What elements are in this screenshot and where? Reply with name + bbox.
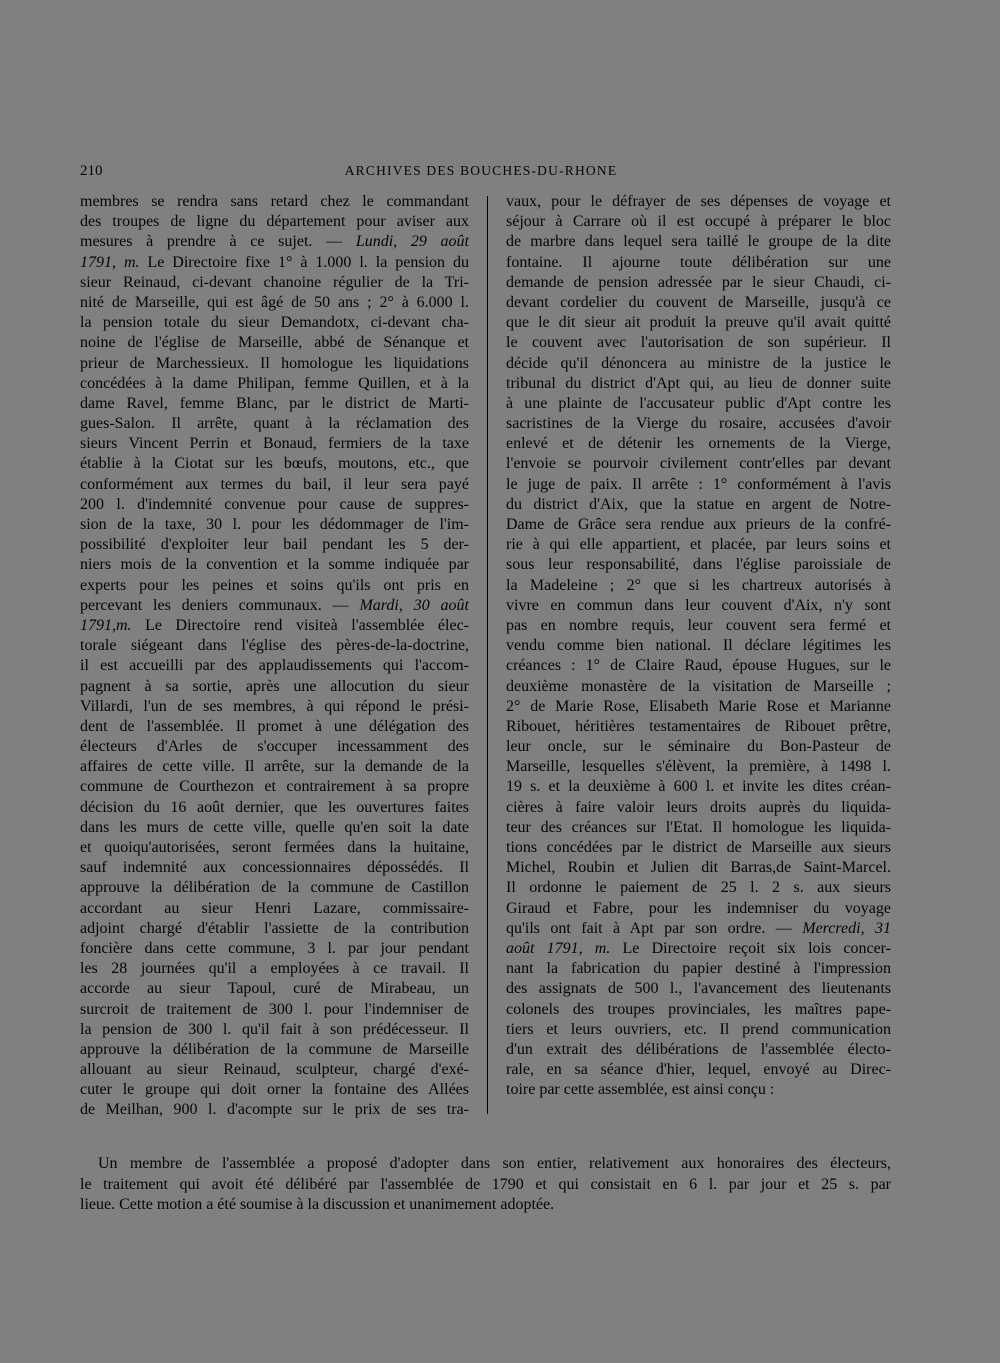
text-line: le juge de paix. Il arrête : 1° conformément à l'avis	[506, 475, 891, 493]
text-line: tions concédées par le district de Marseille aux sieurs	[506, 839, 891, 856]
text-line: 200 l. d'indemnité convenue pour cause de suppres-	[80, 495, 469, 513]
text-line: cuter le groupe qui doit orner la fontaine des Allées	[80, 1081, 469, 1099]
text-segment: mesures à prendre à ce sujet. —	[80, 233, 356, 251]
text-line	[80, 616, 469, 636]
text-line: rie à qui elle appartient, et placée, par leurs soins et	[506, 536, 891, 554]
left-column	[80, 192, 469, 1121]
text-line: 19 s. et la deuxième à 600 l. et invite les dites créan-	[506, 778, 891, 796]
text-line: dans les murs de cette ville, quelle qu'en soit la date	[80, 818, 469, 836]
text-line: électeurs d'Arles de s'occuper incessamment des	[80, 738, 469, 756]
text-line: Dame de Grâce sera rendue aux prieurs de la confré-	[506, 516, 891, 533]
text-line: tiers et leurs ouvriers, etc. Il prend communication	[506, 1020, 891, 1038]
running-title: ARCHIVES DES BOUCHES-DU-RHONE	[344, 163, 618, 178]
italic-date: 1791, m.	[80, 253, 140, 271]
text-line: sieurs Vincent Perrin et Bonaud, fermiers de la taxe	[80, 435, 469, 453]
text-line: Villardi, l'un de ses membres, à qui répond le prési-	[80, 697, 469, 715]
text-line: tribunal du district d'Apt qui, au lieu de donner suite	[506, 374, 891, 392]
text-line: devant cordelier du couvent de Marseille, jusqu'à ce	[506, 293, 891, 311]
text-line: enlevé et de détenir les ornements de la Vierge,	[506, 435, 891, 453]
text-line: d'un extrait des délibérations de l'assemblée électo-	[506, 1040, 891, 1058]
text-line: les 28 journées qu'il a employées à ce travail. Il	[80, 960, 469, 978]
text-line: pagnent à sa sortie, après une allocution du sieur	[80, 677, 469, 695]
text-line: Il ordonne le paiement de 25 l. 2 s. aux sieurs	[506, 879, 891, 897]
right-column	[506, 192, 891, 1100]
text-line: de marbre dans lequel sera taillé le groupe de la dite	[506, 233, 891, 251]
text-line: 2° de Marie Rose, Elisabeth Marie Rose et Marianne	[506, 697, 891, 715]
text-line	[506, 919, 891, 939]
text-line: Marseille, lesquelles s'élèvent, la première, à 1498 l.	[506, 758, 891, 776]
text-line: décide qu'il dénoncera au ministre de la justice le	[506, 354, 891, 372]
text-line: dame Ravel, femme Blanc, par le district de Marti-	[80, 394, 469, 412]
closing-motion	[80, 1154, 891, 1216]
text-line: Ribouet, héritières testamentaires de Ribouet prêtre,	[506, 717, 891, 735]
text-line: foncière dans cette commune, 3 l. par jour pendant	[80, 939, 469, 957]
text-line: décision du 16 août dernier, que les ouvertures faites	[80, 798, 469, 816]
text-line: de Meilhan, 900 l. d'acompte sur le prix de ses tra-	[80, 1101, 469, 1119]
text-line: toire par cette assemblée, est ainsi conçu :	[506, 1081, 775, 1099]
text-line: le traitement qui avoit été délibéré par l'assemblée de 1790 et qui consistait en 6 l. par jour et 25 s. par	[80, 1175, 891, 1193]
text-line: la pension de 300 l. qu'il fait à son prédécesseur. Il	[80, 1020, 469, 1038]
italic-date: Lundi, 29 août	[355, 233, 469, 251]
text-line: concédées à la dame Philipan, femme Quillen, et à la	[80, 374, 469, 392]
text-line: accorde au sieur Tapoul, curé de Mirabeau, un	[80, 980, 469, 998]
text-line: surcroit de traitement de 300 l. pour l'indemniser de	[80, 1000, 469, 1018]
text-line: créances : 1° de Claire Raud, épouse Hugues, sur le	[506, 657, 891, 675]
text-line: approuve la délibération de la commune de Castillon	[80, 879, 469, 897]
text-segment: percevant les deniers communaux. —	[80, 596, 360, 614]
text-line	[506, 939, 891, 959]
italic-date: Mardi, 30 août	[359, 596, 469, 614]
text-line: vivre en commun dans leur couvent d'Aix, n'y sont	[506, 596, 891, 614]
text-line: accordant au sieur Henri Lazare, commissaire-	[80, 899, 469, 917]
text-line: colonels des troupes provinciales, les maîtres pape-	[506, 1000, 891, 1018]
text-line: commune de Courthezon et contrairement à sa propre	[80, 778, 469, 796]
text-line: la pension totale du sieur Demandotx, ci-devant cha-	[80, 314, 469, 332]
text-line: deuxième monastère de la visitation de Marseille ;	[506, 677, 891, 695]
text-line: noine de l'église de Marseille, abbé de Sénanque et	[80, 334, 469, 352]
text-line: il est accueilli par des applaudissements qui l'accom-	[80, 657, 469, 675]
text-line: dent de l'assemblée. Il promet à une délégation des	[80, 717, 469, 735]
text-line: des assignats de 500 l., l'avancement des lieutenants	[506, 980, 891, 998]
text-line: séjour à Carrare où il est occupé à préparer le bloc	[506, 213, 891, 231]
text-line: Giraud et Fabre, pour les indemniser du voyage	[506, 899, 891, 917]
text-segment: Le Directoire reçoit six lois concer-	[610, 939, 891, 957]
text-line: la Madeleine ; 2° que si les chartreux autorisés à	[506, 576, 891, 594]
text-segment: Le Directoire rend visiteà l'assemblée élec-	[131, 616, 469, 634]
text-line: fontaine. Il ajourne toute délibération sur une	[506, 253, 891, 271]
text-line: prieur de Marchessieux. Il homologue les liquidations	[80, 354, 469, 372]
text-line: sous leur responsabilité, dans l'église paroissiale de	[506, 556, 891, 574]
text-line: torale siégeant dans l'église des pères-de-la-doctrine,	[80, 637, 469, 655]
text-line: allouant au sieur Reinaud, sculpteur, chargé d'exé-	[80, 1061, 469, 1079]
text-line: demande de pension adressée par le sieur Chaudi, ci-	[506, 273, 891, 291]
text-line: cières à faire valoir leurs droits auprès du liquida-	[506, 798, 891, 816]
text-line: lieue. Cette motion a été soumise à la discussion et unanimement adoptée.	[80, 1196, 555, 1213]
text-line: leur oncle, sur le séminaire du Bon-Pasteur de	[506, 738, 891, 756]
text-line: sion de la taxe, 30 l. pour les dédommager de l'im-	[80, 516, 469, 533]
text-line: experts pour les peines et soins qu'ils ont pris en	[80, 576, 469, 594]
page-number: 210	[80, 163, 103, 179]
text-line: nant la fabrication du papier destiné à l'impression	[506, 960, 891, 978]
text-line: approuve la délibération de la commune de Marseille	[80, 1040, 469, 1058]
text-line: et quoiqu'autorisées, seront fermées dans la huitaine,	[80, 839, 469, 856]
text-line: Un membre de l'assemblée a proposé d'adopter dans son entier, relativement aux honoraires des électeurs,	[98, 1155, 891, 1172]
text-line: affaires de cette ville. Il arrête, sur la demande de la	[80, 758, 469, 776]
text-line: niers mois de la convention et la somme indiquée par	[80, 556, 469, 574]
text-line: du district d'Aix, que la statue en argent de Notre-	[506, 495, 891, 513]
text-line: des troupes de ligne du département pour aviser aux	[80, 213, 469, 231]
text-line: pas en nombre requis, leur couvent sera fermé et	[506, 616, 891, 634]
column-divider	[487, 196, 488, 1114]
text-line: à une plainte de l'accusateur public d'Apt contre les	[506, 394, 891, 412]
text-segment: Le Directoire fixe 1° à 1.000 l. la pension du	[139, 253, 469, 271]
text-line: sauf indemnité aux concessionnaires dépossédés. Il	[80, 859, 469, 877]
text-line: adjoint chargé d'établir l'assiette de la contribution	[80, 919, 469, 937]
text-line: établie à la Ciotat sur les bœufs, moutons, etc., que	[80, 455, 469, 473]
text-line: rale, en sa séance d'hier, lequel, envoyé au Direc-	[506, 1061, 891, 1079]
text-line: possibilité d'exploiter leur bail pendant les 5 der-	[80, 536, 469, 554]
text-segment: qu'ils ont fait à Apt par son ordre. —	[506, 919, 803, 937]
text-line: l'envoie se pourvoir civilement contr'elles par devant	[506, 455, 891, 473]
text-line: membres se rendra sans retard chez le commandant	[80, 193, 469, 210]
text-line: conformément aux termes du bail, il leur sera payé	[80, 475, 469, 493]
italic-date: août 1791, m.	[506, 939, 611, 957]
text-line: Michel, Roubin et Julien dit Barras,de Saint-Marcel.	[506, 859, 891, 877]
italic-date: 1791,m.	[80, 616, 132, 634]
text-line: teur des créances sur l'Etat. Il homologue les liquida-	[506, 818, 891, 836]
text-line	[80, 253, 469, 273]
italic-date: Mercredi, 31	[802, 919, 891, 937]
text-line: vaux, pour le défrayer de ses dépenses de voyage et	[506, 193, 891, 210]
text-line: nité de Marseille, qui est âgé de 50 ans ; 2° à 6.000 l.	[80, 293, 469, 311]
text-line: vendu comme bien national. Il déclare légitimes les	[506, 637, 891, 655]
text-line: sieur Reinaud, ci-devant chanoine régulier de la Tri-	[80, 273, 469, 291]
text-line: que le dit sieur ait produit la preuve qu'il avait quitté	[506, 314, 891, 332]
text-line: gues-Salon. Il arrête, quant à la réclamation des	[80, 415, 469, 433]
text-line: le couvent avec l'autorisation de son supérieur. Il	[506, 334, 891, 352]
text-line	[80, 596, 469, 616]
text-line	[80, 232, 469, 252]
text-line: sacristines de la Vierge du rosaire, accusées d'avoir	[506, 415, 891, 433]
